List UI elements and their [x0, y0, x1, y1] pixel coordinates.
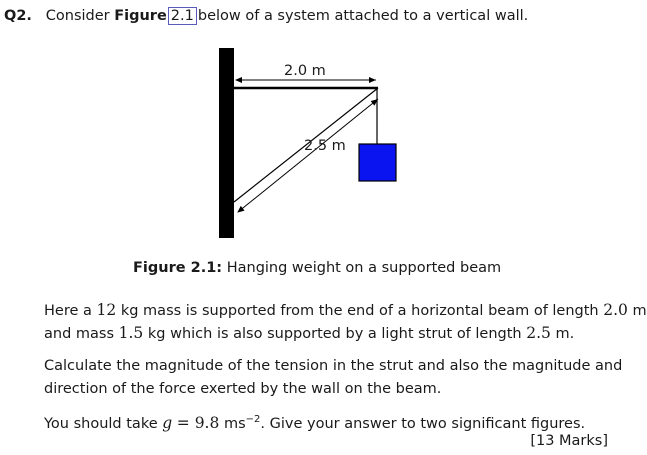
beam-length-label: 2.0 m [284, 63, 326, 79]
marks-label: [13 Marks] [530, 433, 608, 449]
hanging-mass [359, 144, 396, 181]
intro-text-before: Consider [45, 8, 110, 24]
strut-length-value: 2.5 [526, 324, 551, 342]
gravity-symbol: g [162, 413, 173, 432]
wall [219, 48, 234, 238]
strut-length-dimension-arrow [238, 99, 378, 212]
body-text: Here a [44, 303, 92, 319]
beam-mass-value: 1.5 [118, 324, 144, 342]
figure-reference-link[interactable]: 2.1 [168, 7, 197, 25]
body-text: m. [555, 326, 575, 342]
body-line-5 [44, 408, 585, 436]
figure-word: Figure [114, 8, 167, 24]
figure-caption [133, 260, 501, 276]
figure-caption-text: Hanging weight on a supported beam [226, 260, 502, 276]
strut-length-label: 2.5 m [304, 138, 346, 154]
body-line-1 [44, 299, 647, 323]
figure-caption-label: Figure 2.1: [133, 260, 223, 276]
beam-length-value: 2.0 [603, 301, 628, 319]
body-line-3: Calculate the magnitude of the tension in the strut and also the magnitude and [44, 358, 623, 374]
intro-text-after: below of a system attached to a vertical wall. [197, 8, 529, 24]
body-text: m [632, 303, 647, 319]
gravity-unit-exponent: −2 [245, 414, 261, 425]
body-text: and mass [44, 326, 115, 342]
mass-value: 12 [96, 301, 117, 319]
body-line-4: direction of the force exerted by the wall on the beam. [44, 381, 442, 397]
body-text: kg which is also supported by a light strut of length [147, 326, 522, 342]
gravity-unit: ms [223, 415, 246, 432]
body-text: You should take [44, 415, 158, 432]
body-line-2 [44, 322, 574, 346]
question-number: Q2. [4, 8, 32, 24]
body-text: . Give your answer to two significant figures. [260, 415, 586, 432]
body-text: kg mass is supported from the end of a horizontal beam of length [120, 303, 599, 319]
gravity-value: = 9.8 [176, 413, 220, 432]
